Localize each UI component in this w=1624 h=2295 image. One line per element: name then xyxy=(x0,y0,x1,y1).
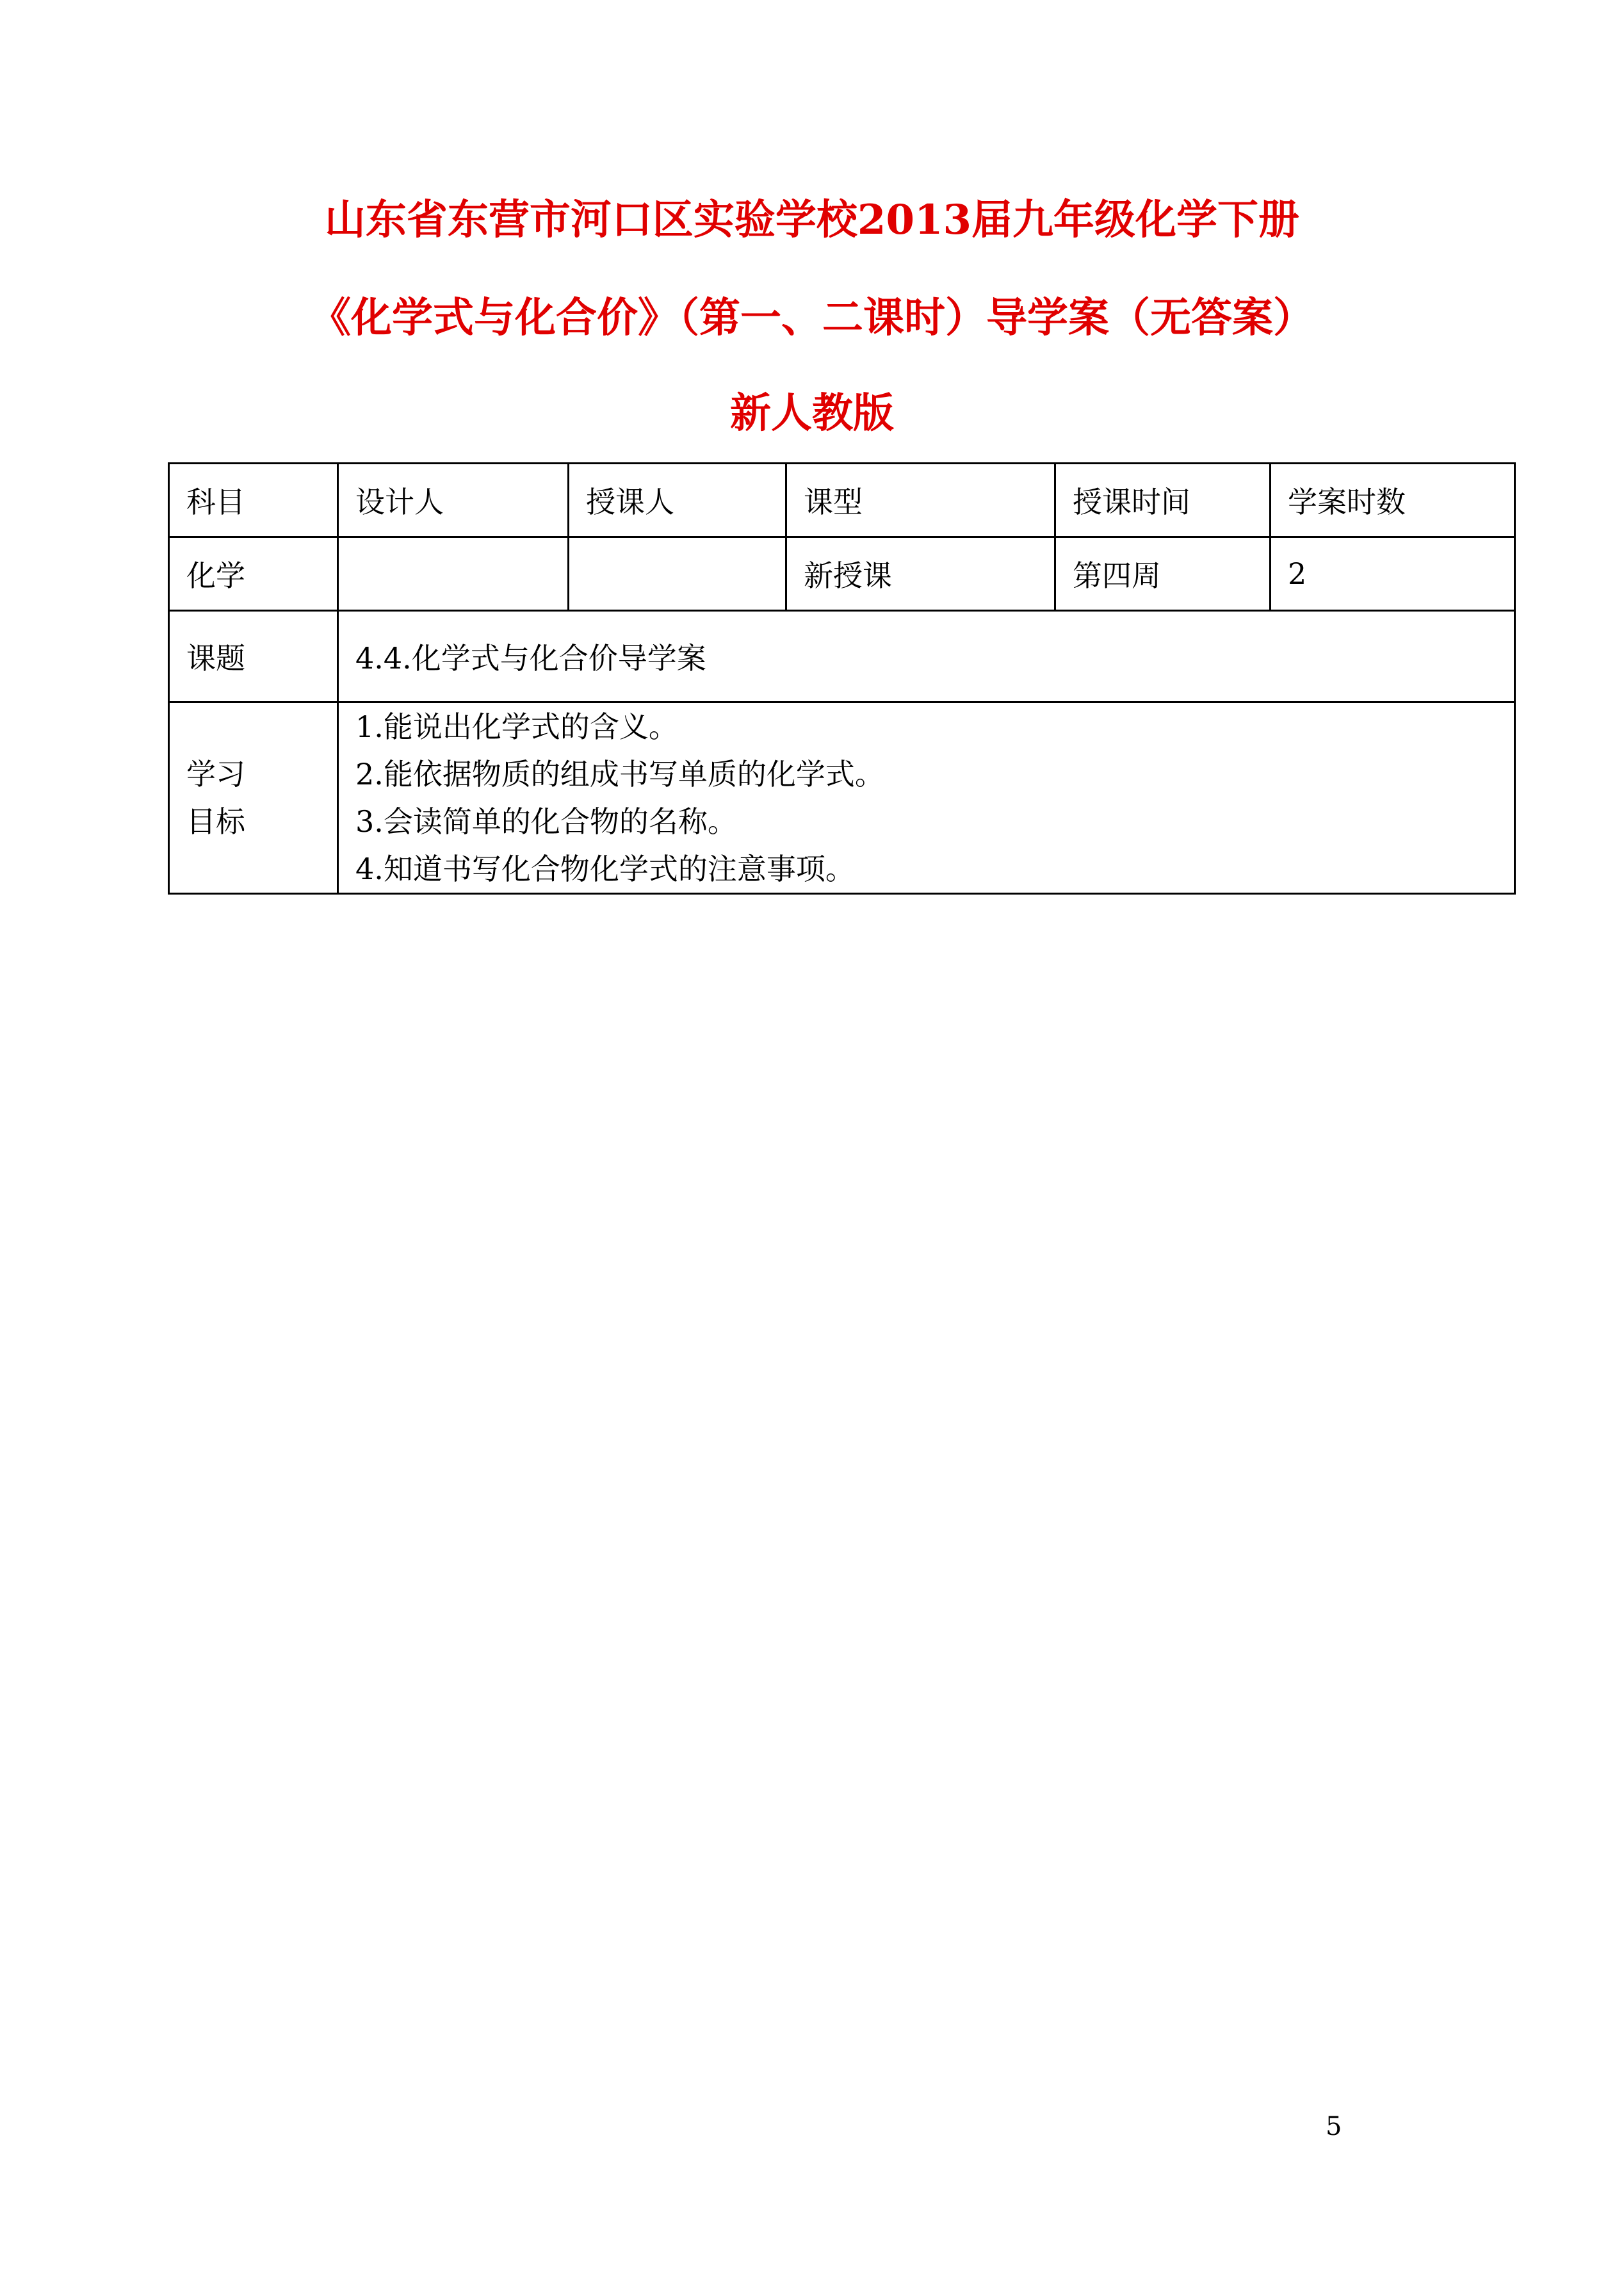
goal-item: 3.会读简单的化合物的名称。 xyxy=(355,804,737,839)
cell-lesson-time: 第四周 xyxy=(1055,537,1271,611)
cell-teacher xyxy=(569,537,786,611)
goals-row xyxy=(169,702,1515,894)
cell-designer xyxy=(338,537,569,611)
header-cell-hours: 学案时数 xyxy=(1271,464,1515,537)
goals-label-line-2: 目标 xyxy=(186,804,245,839)
header-cell-designer: 设计人 xyxy=(338,464,569,537)
header-cell-lesson-time: 授课时间 xyxy=(1055,464,1271,537)
goal-item: 2.能依据物质的组成书写单质的化学式。 xyxy=(355,757,884,791)
document-title-line-3: 新人教版 xyxy=(730,389,894,437)
table-row xyxy=(169,537,1515,611)
header-cell-subject: 科目 xyxy=(169,464,338,537)
table-header-row xyxy=(169,464,1515,537)
page-number: 5 xyxy=(1326,2112,1342,2141)
goal-item: 1.能说出化学式的含义。 xyxy=(355,710,678,744)
topic-value: 4.4.化学式与化合价导学案 xyxy=(338,611,1515,702)
header-cell-teacher: 授课人 xyxy=(569,464,786,537)
cell-subject: 化学 xyxy=(169,537,338,611)
goals-label-line-1: 学习 xyxy=(186,757,245,791)
topic-row xyxy=(169,611,1515,702)
document-title-line-1: 山东省东营市河口区实验学校2013届九年级化学下册 xyxy=(324,196,1300,244)
document-title-line-2: 《化学式与化合价》（第一、二课时）导学案（无答案） xyxy=(310,294,1314,342)
cell-hours: 2 xyxy=(1271,537,1515,611)
goal-item: 4.知道书写化合物化学式的注意事项。 xyxy=(355,852,855,886)
goals-label xyxy=(169,702,338,894)
goals-list xyxy=(338,702,1515,894)
header-cell-lesson-type: 课型 xyxy=(786,464,1055,537)
cell-lesson-type: 新授课 xyxy=(786,537,1055,611)
lesson-info-table xyxy=(168,462,1516,895)
topic-label: 课题 xyxy=(169,611,338,702)
